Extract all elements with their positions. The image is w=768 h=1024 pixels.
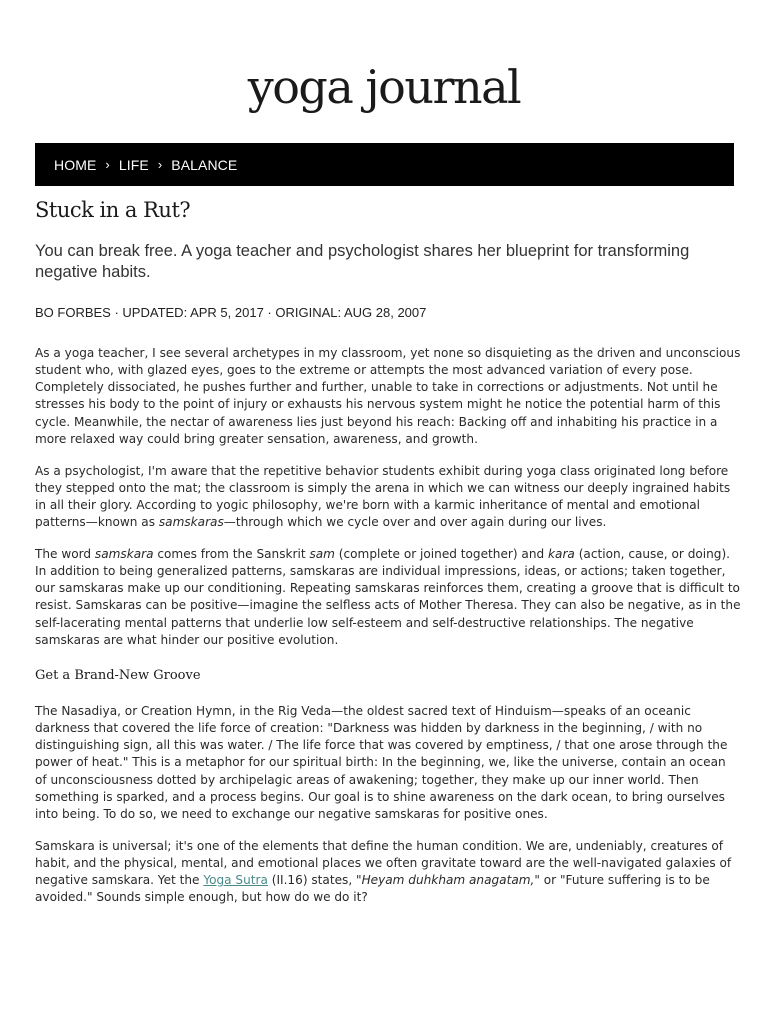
text-run: (action, cause, or doing). In addition to being generalized patterns, samskaras are individual impressions, ideas, or actions; taken together, our samskaras make up our conditioning. Repeating samskaras reinforces them, creating a groove that is difficult to resist. Samskaras can be positive—imagine the selfless acts of Mother Theresa. They can also be negative, as in the self-lacerating mental patterns that underlie low self-esteem and self-destructive relationships. The negative samskaras are what hinder our positive evolution. [35,547,741,647]
byline-separator: · [110,305,123,320]
updated-date: UPDATED: APR 5, 2017 [122,305,264,320]
breadcrumb-balance[interactable]: BALANCE [171,156,238,173]
text-run: Samskara is universal; it's one of the elements that define the human condition. We are, undeniably, creatures of habit, and the physical, mental, and emotional places we often gravitate toward are the well-navigated galaxies of negative samskara. Yet the [35,839,732,888]
text-run: The word [35,547,95,561]
section-heading: Get a Brand-New Groove [35,668,201,683]
site-logo-area [0,52,768,122]
paragraph-text [35,838,741,907]
article-title: Stuck in a Rut? [35,198,191,222]
chevron-right-icon: › [157,157,163,172]
original-date: ORIGINAL: AUG 28, 2007 [275,305,427,320]
paragraph-text [35,546,741,649]
emphasis-text: samskaras [158,515,224,530]
breadcrumb [35,143,734,186]
emphasis-text: samskara [94,547,154,561]
text-run: (complete or joined together) and [334,547,549,561]
emphasis-text: sam [309,547,335,561]
paragraph-4 [35,703,741,823]
site-logo[interactable]: yoga journal [247,60,521,114]
paragraph-3 [35,546,741,649]
emphasis-text: Heyam duhkham anagatam, [361,873,535,888]
text-run: (II.16) states, " [267,873,362,888]
breadcrumb-home[interactable]: HOME [54,156,97,173]
chevron-right-icon: › [105,157,110,172]
paragraph-1 [35,345,741,448]
paragraph-5 [35,838,741,907]
text-run: —through which we cycle over and over again during our lives. [223,515,607,530]
text-run: " or "Future suffering is to be avoided." Sounds simple enough, but how do we do it? [35,873,710,905]
breadcrumb-life[interactable]: LIFE [118,156,149,173]
paragraph-text: As a yoga teacher, I see several archetypes in my classroom, yet none so disquieting as the driven and unconscious student who, with glazed eyes, goes to the extreme or attempts the most advanced variation of every pose. Completely dissociated, he pushes further and further, unable to take in corrections or adjustments. Not until he stresses his body to the point of injury or exhausts his nervous system might he notice the potential harm of this cycle. Meanwhile, the nectar of awareness lies just beyond his reach: Backing off and inhabiting his practice in a more relaxed way could bring greater sensation, awareness, and growth. [35,346,741,446]
paragraph-text [35,463,741,532]
article-byline [35,304,735,322]
paragraph-text: The Nasadiya, or Creation Hymn, in the Rig Veda—the oldest sacred text of Hinduism—speaks of an oceanic darkness that covered the life force of creation: "Darkness was hidden by darkness in the beginning, / with no distinguishing sign, all this was water. / The life force that was covered by emptiness, / that one arose through the power of heat." This is a metaphor for our spiritual birth: In the beginning, we, like the universe, contain an ocean of unconsciousness dotted by archipelagic areas of awakening; together, they make up our inner world. Then something is sparked, and a process begins. Our goal is to shine awareness on the dark ocean, to bring ourselves into being. To do so, we need to exchange our negative samskaras for positive ones. [35,704,728,821]
emphasis-text: kara [548,547,575,561]
author-link[interactable]: BO FORBES [35,305,111,320]
byline-separator: · [263,305,276,320]
article-dek: You can break free. A yoga teacher and psychologist shares her blueprint for transforming negative habits. [35,242,690,281]
yoga-sutra-link[interactable]: Yoga Sutra [203,873,268,888]
paragraph-2 [35,463,741,532]
text-run: comes from the Sanskrit [153,547,310,561]
text-run: As a psychologist, I'm aware that the repetitive behavior students exhibit during yoga class originated long before they stepped onto the mat; the classroom is simply the arena in which we can witness our deeply ingrained habits in all their glory. According to yogic philosophy, we're born with a karmic inheritance of mental and emotional patterns—known as [35,464,731,530]
